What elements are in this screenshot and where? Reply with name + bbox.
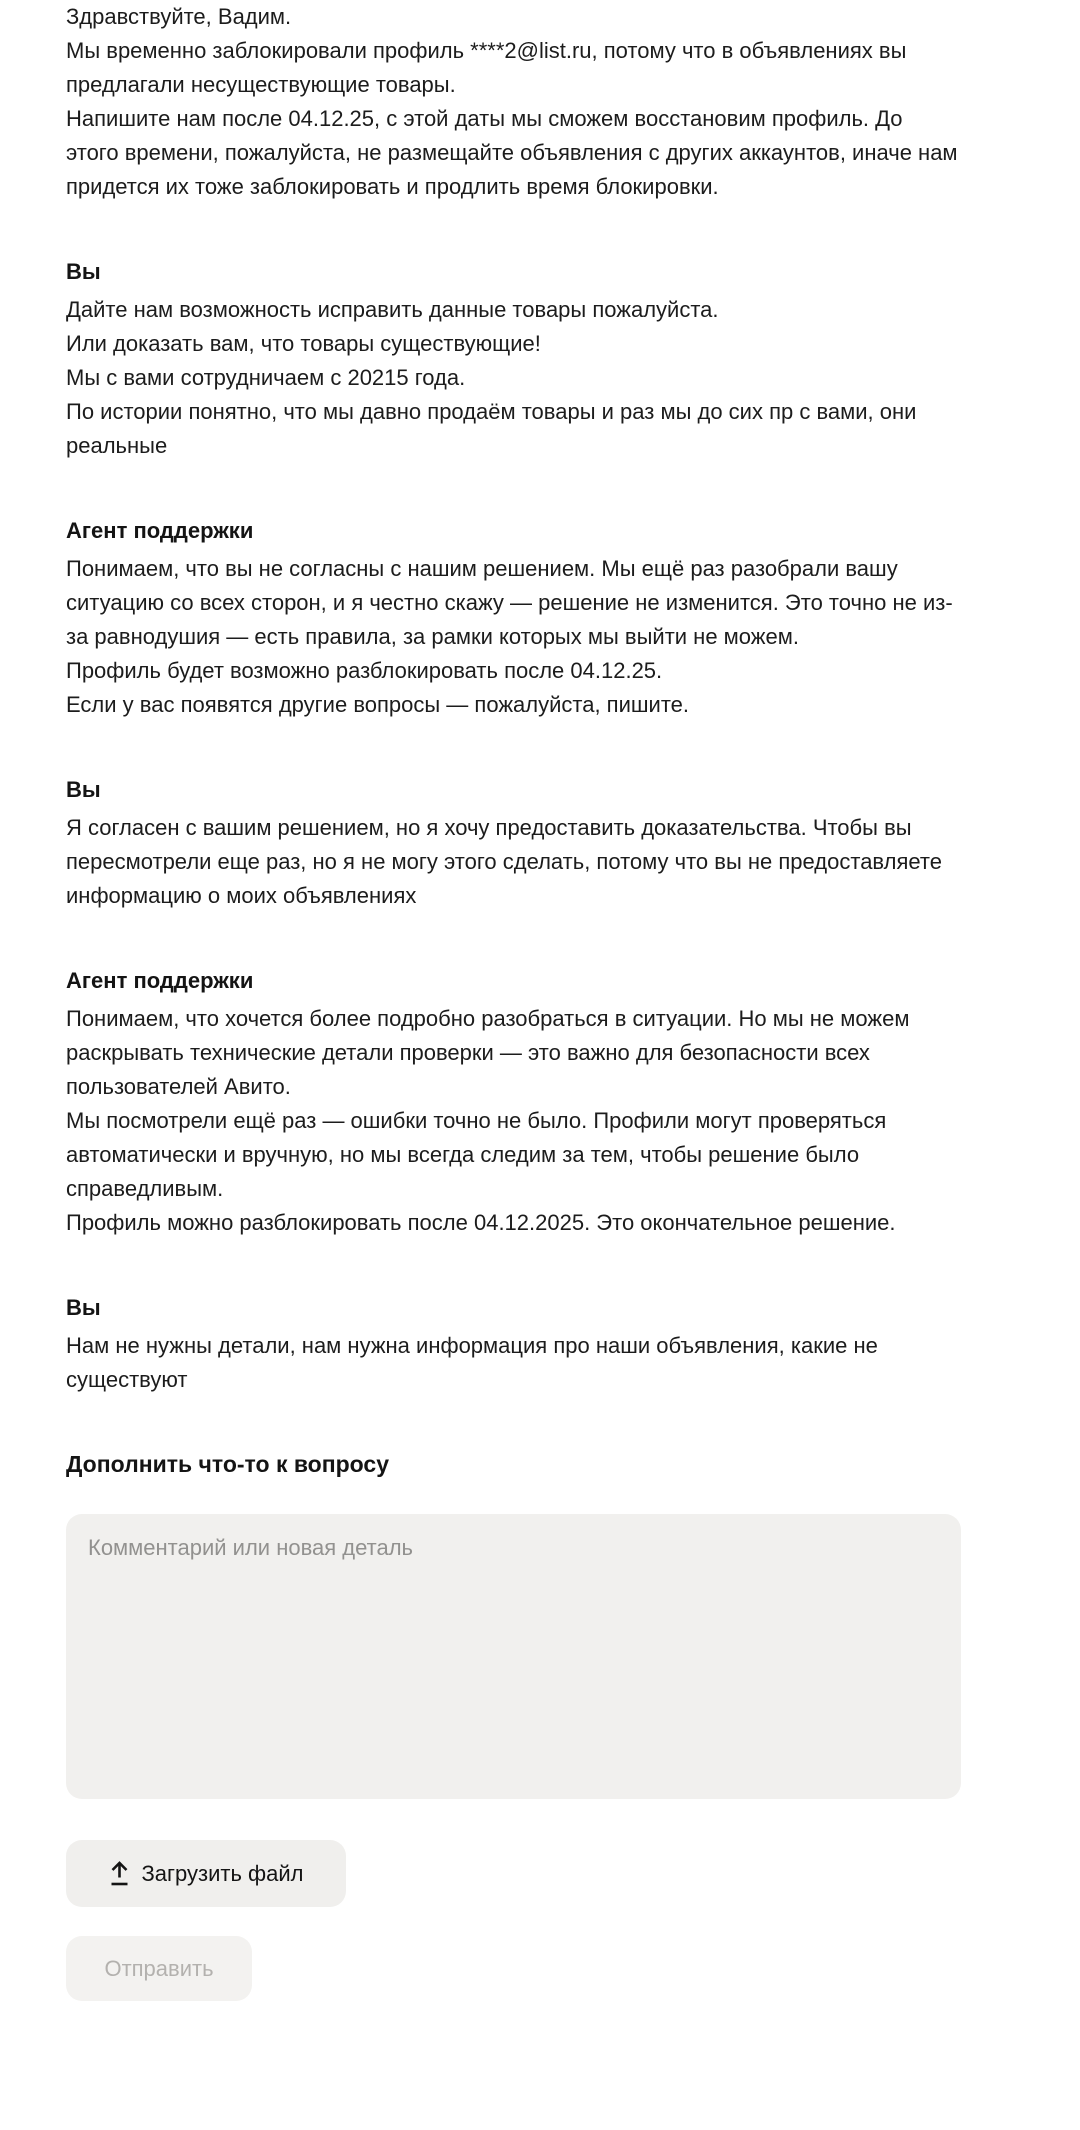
comment-textarea[interactable] — [66, 1514, 961, 1799]
message-paragraph: Если у вас появятся другие вопросы — пожалуйста, пишите. — [66, 692, 690, 717]
send-button[interactable]: Отправить — [66, 1936, 252, 2001]
message — [66, 1329, 961, 1397]
message-paragraph: Я согласен с вашим решением, но я хочу предоставить доказательства. Чтобы вы пересмотрели еще раз, но я не могу этого сделать, потому что вы не предоставляете информацию о моих объявлениях — [66, 815, 942, 908]
message-author: Вы — [66, 777, 101, 802]
message-paragraph: Понимаем, что вы не согласны с нашим решением. Мы ещё раз разобрали вашу ситуацию со всех сторон, и я честно скажу — решение не изменится. Это точно не из-за равнодушия — есть правила, за рамки которых мы выйти не можем. — [66, 556, 953, 649]
message — [66, 1002, 961, 1240]
message-paragraph: Здравствуйте, Вадим. — [66, 4, 292, 29]
message-paragraph: Профиль можно разблокировать после 04.12.2025. Это окончательное решение. — [66, 1210, 896, 1235]
message — [66, 811, 961, 913]
message-author: Агент поддержки — [66, 968, 254, 993]
message-paragraph: Профиль будет возможно разблокировать после 04.12.25. — [66, 658, 663, 683]
message-paragraph: Мы посмотрели ещё раз — ошибки точно не было. Профили могут проверяться автоматически и вручную, но мы всегда следим за тем, чтобы решение было справедливым. — [66, 1108, 887, 1201]
message — [66, 0, 961, 204]
upload-file-button-label: Загрузить файл — [141, 1860, 304, 1886]
message-paragraph: Мы с вами сотрудничаем с 20215 года. — [66, 365, 466, 390]
message-paragraph: Нам не нужны детали, нам нужна информация про наши объявления, какие не существуют — [66, 1333, 878, 1392]
message — [66, 293, 961, 463]
message-paragraph: Напишите нам после 04.12.25, с этой даты мы сможем восстановим профиль. До этого времени, пожалуйста, не размещайте объявления с других аккаунтов, иначе нам придется их тоже заблокировать и продлить время блокировки. — [66, 106, 958, 199]
message-author: Вы — [66, 1295, 101, 1320]
upload-file-button[interactable] — [66, 1840, 346, 1907]
message-paragraph: Дайте нам возможность исправить данные товары пожалуйста. — [66, 297, 719, 322]
message-author: Вы — [66, 259, 101, 284]
message-paragraph: По истории понятно, что мы давно продаём товары и раз мы до сих пр с вами, они реальные — [66, 399, 917, 458]
add-to-question-title: Дополнить что-то к вопросу — [66, 1451, 389, 1477]
message-paragraph: Мы временно заблокировали профиль ****2@list.ru, потому что в объявлениях вы предлагали несуществующие товары. — [66, 38, 907, 97]
message — [66, 552, 961, 722]
message-paragraph: Или доказать вам, что товары существующие! — [66, 331, 541, 356]
upload-icon — [108, 1860, 131, 1887]
message-author: Агент поддержки — [66, 518, 254, 543]
message-paragraph: Понимаем, что хочется более подробно разобраться в ситуации. Но мы не можем раскрывать технические детали проверки — это важно для безопасности всех пользователей Авито. — [66, 1006, 910, 1099]
